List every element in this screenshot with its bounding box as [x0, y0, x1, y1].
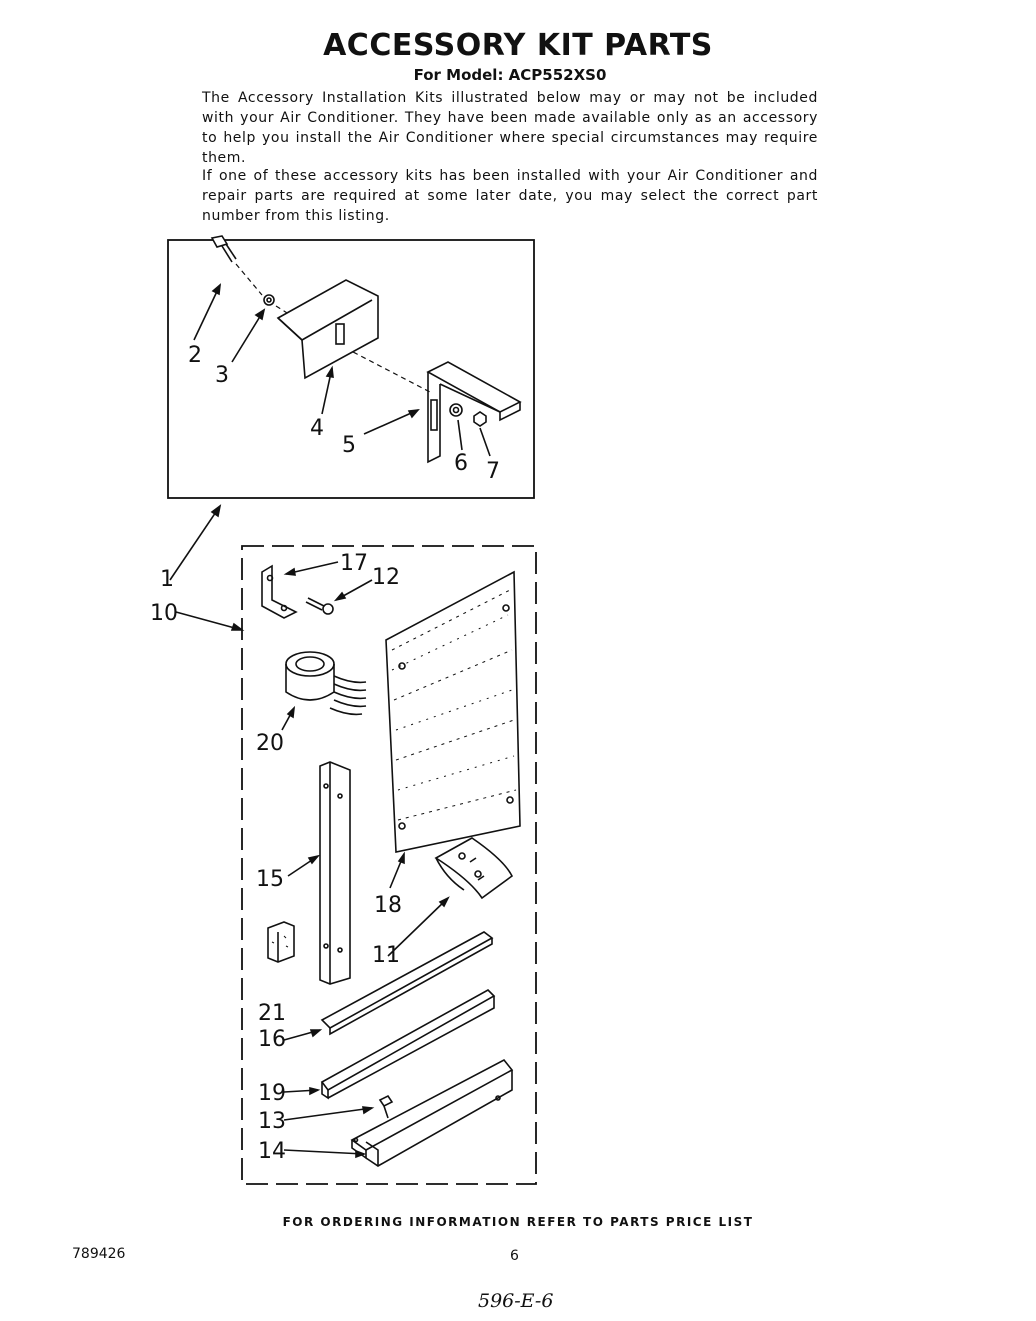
- bracket-part: [428, 362, 520, 462]
- callout-6: 6: [454, 451, 468, 476]
- callout-17: 17: [340, 551, 368, 576]
- callout-14: 14: [258, 1139, 286, 1164]
- seal-tape-roll-part: [286, 652, 366, 714]
- page-number: 6: [510, 1248, 519, 1264]
- bracket-washer-part: [450, 404, 462, 416]
- page-title: ACCESSORY KIT PARTS: [323, 28, 713, 63]
- bracket-screw-part: [306, 598, 333, 614]
- intro-paragraph: The Accessory Installation Kits illustrated below may or may not be included with your Air Conditioner. They have been made available only as an accessory to help you install the Air Conditioner where special circumstances may require them.: [202, 90, 818, 166]
- cover-part: [278, 280, 378, 378]
- handwritten-code: 596-E-6: [478, 1290, 554, 1312]
- callout-11: 11: [372, 943, 400, 968]
- callout-19: 19: [258, 1081, 286, 1106]
- callout-10: 10: [150, 601, 178, 626]
- callout-2: 2: [188, 343, 202, 368]
- sill-channel-part: [352, 1060, 512, 1166]
- angle-support-part: [320, 762, 350, 984]
- sill-screw-part: [380, 1096, 392, 1118]
- callout-1: 1: [160, 567, 174, 592]
- document-number: 789426: [72, 1246, 126, 1262]
- foam-block-part: [268, 922, 294, 962]
- callout-20: 20: [256, 731, 284, 756]
- washer-part: [264, 295, 274, 305]
- foam-panel-part: [386, 572, 520, 852]
- callout-12: 12: [372, 565, 400, 590]
- ordering-note: FOR ORDERING INFORMATION REFER TO PARTS PRICE LIST: [282, 1215, 754, 1229]
- callout-5: 5: [342, 433, 356, 458]
- hinge-bracket-part: [436, 838, 512, 898]
- callout-7: 7: [486, 459, 500, 484]
- callout-13: 13: [258, 1109, 286, 1134]
- repair-paragraph: If one of these accessory kits has been installed with your Air Conditioner and repair parts are required at some later date, you may select the correct part number from this listing.: [202, 168, 818, 224]
- callout-21: 21: [258, 1001, 286, 1026]
- callout-16: 16: [258, 1027, 286, 1052]
- callout-4: 4: [310, 416, 324, 441]
- callout-3: 3: [215, 363, 229, 388]
- nut-part: [474, 412, 486, 426]
- model-subtitle: For Model: ACP552XS0: [413, 66, 607, 84]
- callout-18: 18: [374, 893, 402, 918]
- callout-15: 15: [256, 867, 284, 892]
